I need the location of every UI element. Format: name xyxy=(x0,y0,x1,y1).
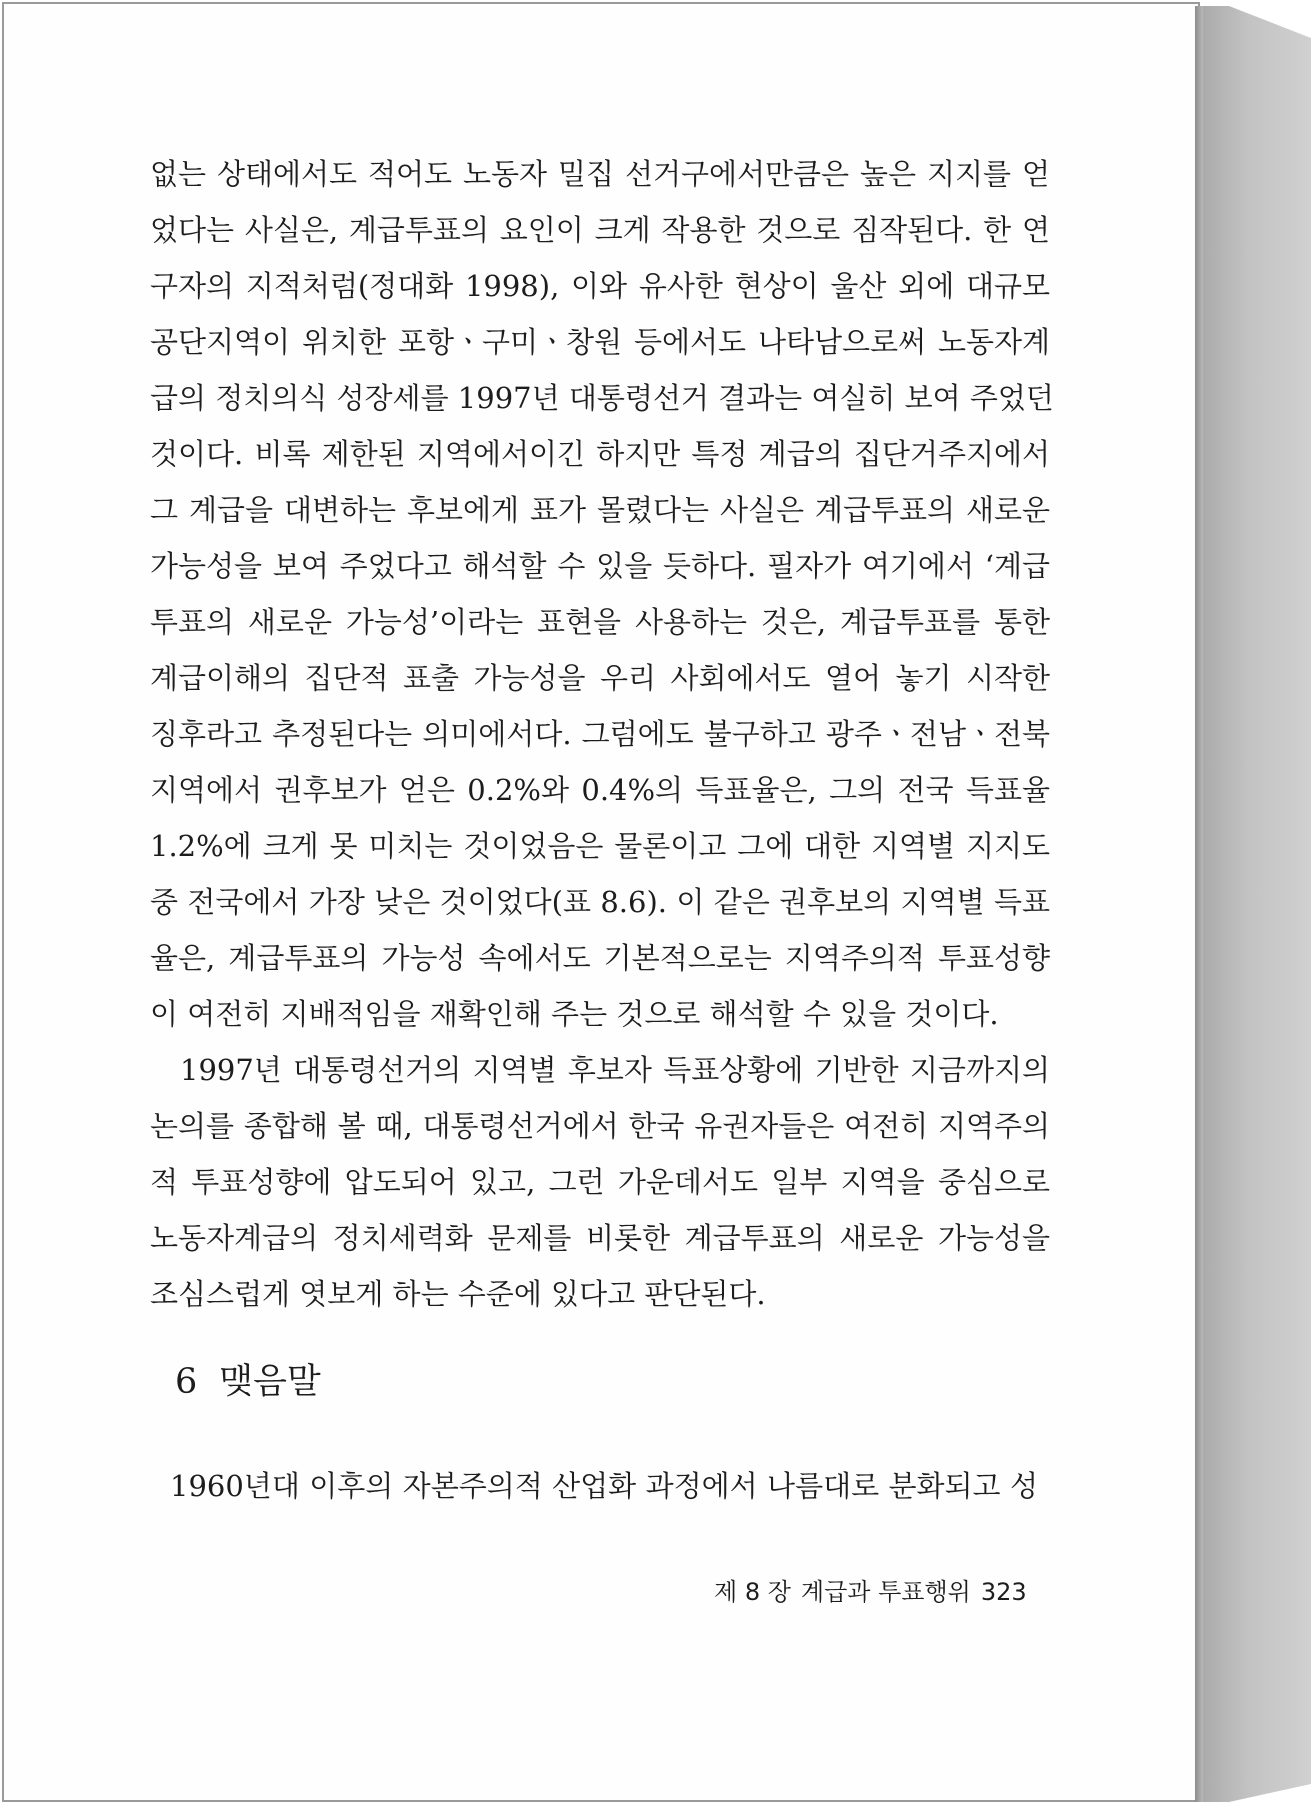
body-line: 그 계급을 대변하는 후보에게 표가 몰렸다는 사실은 계급투표의 새로운 xyxy=(150,493,1050,527)
running-footer xyxy=(704,1572,1027,1607)
body-line: 가능성을 보여 주었다고 해석할 수 있을 듯하다. 필자가 여기에서 ‘계급 xyxy=(150,549,1050,583)
footer-chapter: 제 8 장 xyxy=(714,1578,791,1606)
section-paragraph xyxy=(170,1458,1038,1514)
body-line: 1.2%에 크게 못 미치는 것이었음은 물론이고 그에 대한 지역별 지지도 xyxy=(150,829,1050,863)
body-line: 지역에서 권후보가 얻은 0.2%와 0.4%의 득표율은, 그의 전국 득표율 xyxy=(150,773,1050,807)
body-line: 구자의 지적처럼(정대화 1998), 이와 유사한 현상이 울산 외에 대규모 xyxy=(150,269,1050,303)
body-line: 중 전국에서 가장 낮은 것이었다(표 8.6). 이 같은 권후보의 지역별 득표 xyxy=(150,885,1050,919)
body-line: 것이다. 비록 제한된 지역에서이긴 하지만 특정 계급의 집단거주지에서 xyxy=(150,437,1050,471)
footer-chapter-title: 계급과 투표행위 xyxy=(800,1578,971,1606)
body-line: 조심스럽게 엿보게 하는 수준에 있다고 판단된다. xyxy=(150,1277,766,1311)
body-line: 투표의 새로운 가능성’이라는 표현을 사용하는 것은, 계급투표를 통한 xyxy=(150,605,1050,639)
page-number: 323 xyxy=(980,1578,1027,1606)
body-line: 적 투표성향에 압도되어 있고, 그런 가운데서도 일부 지역을 중심으로 xyxy=(150,1165,1050,1199)
section-title: 맺음말 xyxy=(219,1362,321,1402)
page-stack-edge xyxy=(1199,6,1311,1802)
body-line: 1960년대 이후의 자본주의적 산업화 과정에서 나름대로 분화되고 성 xyxy=(170,1469,1038,1503)
body-line: 공단지역이 위치한 포항ㆍ구미ㆍ창원 등에서도 나타남으로써 노동자계 xyxy=(150,325,1050,359)
body-line: 논의를 종합해 볼 때, 대통령선거에서 한국 유권자들은 여전히 지역주의 xyxy=(150,1109,1050,1143)
body-line: 계급이해의 집단적 표출 가능성을 우리 사회에서도 열어 놓기 시작한 xyxy=(150,661,1050,695)
body-paragraphs xyxy=(150,146,1054,1322)
section-number: 6 xyxy=(175,1362,198,1402)
page-fold-shadow xyxy=(1195,6,1203,1802)
body-line: 었다는 사실은, 계급투표의 요인이 크게 작용한 것으로 짐작된다. 한 연 xyxy=(150,213,1050,247)
body-line: 이 여전히 지배적임을 재확인해 주는 것으로 해석할 수 있을 것이다. xyxy=(150,997,999,1031)
section-heading xyxy=(175,1354,321,1404)
body-line: 율은, 계급투표의 가능성 속에서도 기본적으로는 지역주의적 투표성향 xyxy=(150,941,1050,975)
body-line: 징후라고 추정된다는 의미에서다. 그럼에도 불구하고 광주ㆍ전남ㆍ전북 xyxy=(150,717,1050,751)
body-line: 급의 정치의식 성장세를 1997년 대통령선거 결과는 여실히 보여 주었던 xyxy=(150,381,1054,415)
body-line: 없는 상태에서도 적어도 노동자 밀집 선거구에서만큼은 높은 지지를 얻 xyxy=(150,157,1050,191)
body-line: 1997년 대통령선거의 지역별 후보자 득표상황에 기반한 지금까지의 xyxy=(180,1053,1050,1087)
body-line: 노동자계급의 정치세력화 문제를 비롯한 계급투표의 새로운 가능성을 xyxy=(150,1221,1050,1255)
